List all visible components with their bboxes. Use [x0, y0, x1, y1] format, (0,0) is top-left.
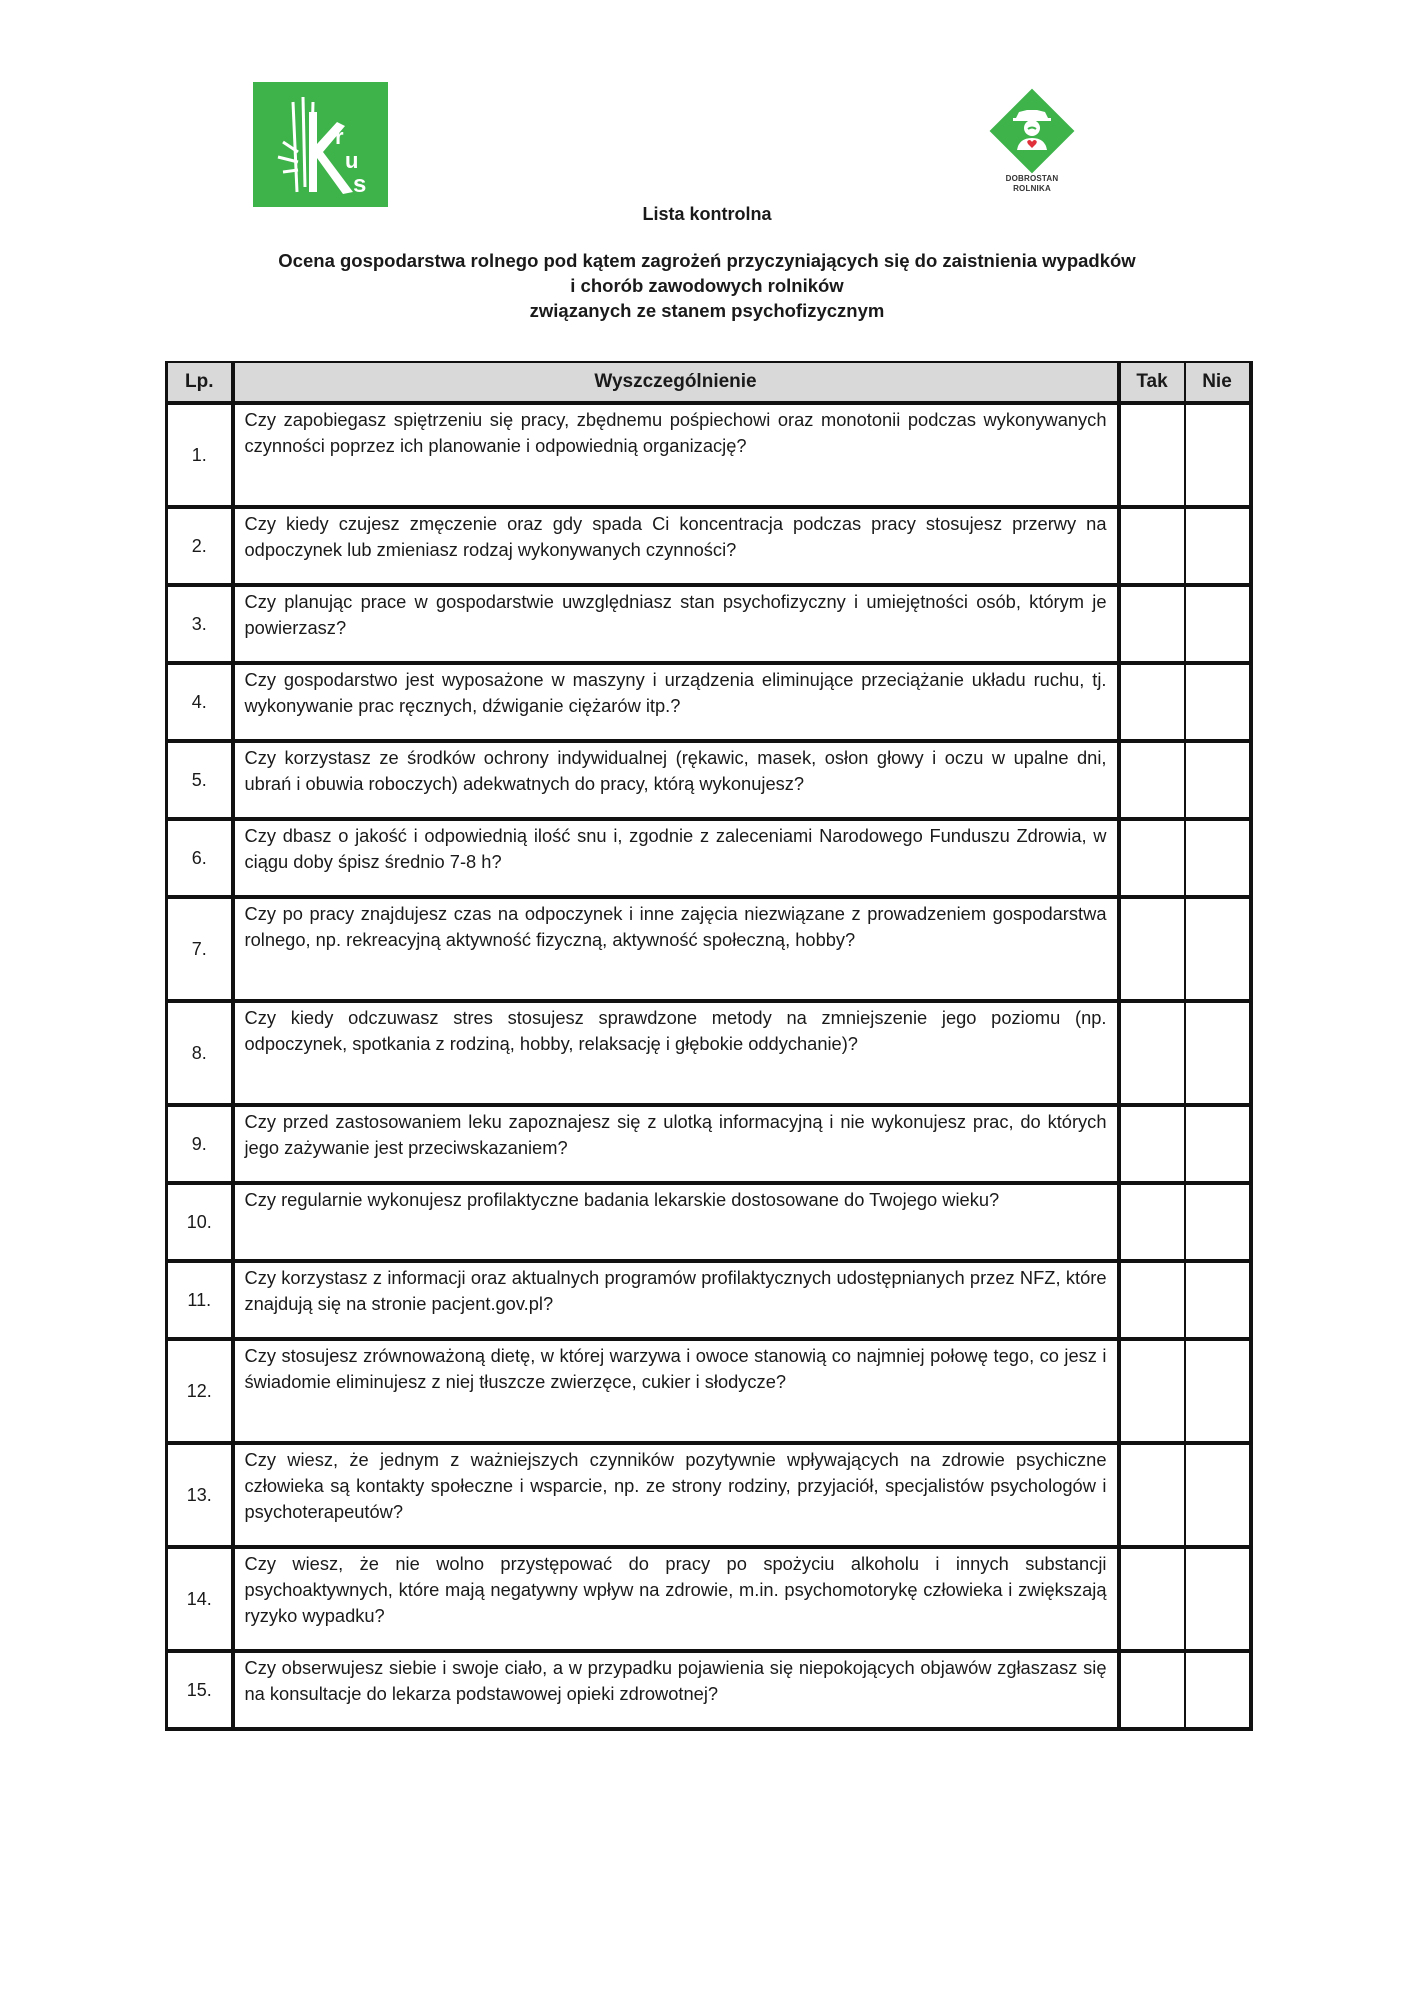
logo-caption-line1: DOBROSTAN [1005, 174, 1059, 183]
table-row [167, 1105, 1251, 1183]
column-header-no: Nie [1185, 362, 1251, 403]
row-question: Czy planując prace w gospodarstwie uwzględniasz stan psychofizyczny i umiejętności osób, którym je powierzasz? [233, 585, 1119, 663]
row-question: Czy korzystasz ze środków ochrony indywidualnej (rękawic, masek, osłon głowy i oczu w upalne dni, ubrań i obuwia roboczych) adekwatnych do pracy, którą wykonujesz? [233, 741, 1119, 819]
subtitle-line-2: i chorób zawodowych rolników [570, 275, 844, 296]
page-subtitle [0, 248, 1414, 323]
row-question: Czy kiedy odczuwasz stres stosujesz sprawdzone metody na zmniejszenie jego poziomu (np. odpoczynek, spotkania z rodziną, hobby, relaksację i głębokie oddychanie)? [233, 1001, 1119, 1105]
row-question: Czy wiesz, że nie wolno przystępować do pracy po spożyciu alkoholu i innych substancji psychoaktywnych, które mają negatywny wpływ na zdrowie, m.in. psychomotorykę człowieka i zwiększają ryzyko wypadku? [233, 1547, 1119, 1651]
svg-text:r: r [335, 124, 344, 149]
yes-checkbox-cell[interactable] [1119, 897, 1185, 1001]
no-checkbox-cell[interactable] [1185, 507, 1251, 585]
row-number: 3. [167, 585, 233, 663]
no-checkbox-cell[interactable] [1185, 1339, 1251, 1443]
table-row [167, 507, 1251, 585]
no-checkbox-cell[interactable] [1185, 1261, 1251, 1339]
no-checkbox-cell[interactable] [1185, 1651, 1251, 1729]
table-row [167, 663, 1251, 741]
row-question: Czy gospodarstwo jest wyposażone w maszyny i urządzenia eliminujące przeciążanie układu ruchu, tj. wykonywanie prac ręcznych, dźwiganie ciężarów itp.? [233, 663, 1119, 741]
subtitle-line-3: związanych ze stanem psychofizycznym [529, 300, 885, 321]
krus-logo [253, 82, 388, 207]
row-question: Czy stosujesz zrównoważoną dietę, w której warzywa i owoce stanowią co najmniej połowę tego, co jesz i świadomie eliminujesz z niej tłuszcze zwierzęce, cukier i słodycze? [233, 1339, 1119, 1443]
yes-checkbox-cell[interactable] [1119, 1261, 1185, 1339]
row-number: 10. [167, 1183, 233, 1261]
row-number: 12. [167, 1339, 233, 1443]
yes-checkbox-cell[interactable] [1119, 507, 1185, 585]
table-row [167, 403, 1251, 507]
table-row [167, 1001, 1251, 1105]
svg-text:u: u [345, 148, 359, 173]
row-question: Czy zapobiegasz spiętrzeniu się pracy, zbędnemu pośpiechowi oraz monotonii podczas wykonywanych czynności poprzez ich planowanie i odpowiednią organizację? [233, 403, 1119, 507]
yes-checkbox-cell[interactable] [1119, 1183, 1185, 1261]
row-number: 8. [167, 1001, 233, 1105]
table-row [167, 585, 1251, 663]
yes-checkbox-cell[interactable] [1119, 1339, 1185, 1443]
row-number: 6. [167, 819, 233, 897]
yes-checkbox-cell[interactable] [1119, 663, 1185, 741]
row-number: 4. [167, 663, 233, 741]
table-row [167, 1339, 1251, 1443]
table-row [167, 897, 1251, 1001]
checklist-table [165, 361, 1253, 1731]
no-checkbox-cell[interactable] [1185, 1183, 1251, 1261]
no-checkbox-cell[interactable] [1185, 585, 1251, 663]
row-question: Czy regularnie wykonujesz profilaktyczne badania lekarskie dostosowane do Twojego wieku? [233, 1183, 1119, 1261]
table-row [167, 741, 1251, 819]
dobrostan-rolnika-logo [978, 88, 1086, 218]
no-checkbox-cell[interactable] [1185, 1105, 1251, 1183]
svg-text:s: s [353, 171, 367, 198]
row-question: Czy po pracy znajdujesz czas na odpoczynek i inne zajęcia niezwiązane z prowadzeniem gospodarstwa rolnego, np. rekreacyjną aktywność fizyczną, aktywność społeczną, hobby? [233, 897, 1119, 1001]
row-question: Czy kiedy czujesz zmęczenie oraz gdy spada Ci koncentracja podczas pracy stosujesz przerwy na odpoczynek lub zmieniasz rodzaj wykonywanych czynności? [233, 507, 1119, 585]
row-number: 5. [167, 741, 233, 819]
table-row [167, 1547, 1251, 1651]
row-question: Czy wiesz, że jednym z ważniejszych czynników pozytywnie wpływających na zdrowie psychiczne człowieka są kontakty społeczne i wsparcie, np. ze strony rodziny, przyjaciół, specjalistów psychologów i psychoterapeutów? [233, 1443, 1119, 1547]
row-number: 11. [167, 1261, 233, 1339]
row-number: 2. [167, 507, 233, 585]
row-question: Czy obserwujesz siebie i swoje ciało, a w przypadku pojawienia się niepokojących objawów zgłaszasz się na konsultacje do lekarza podstawowej opieki zdrowotnej? [233, 1651, 1119, 1729]
no-checkbox-cell[interactable] [1185, 1001, 1251, 1105]
yes-checkbox-cell[interactable] [1119, 403, 1185, 507]
logo-caption-line2: ROLNIKA [1013, 184, 1051, 193]
no-checkbox-cell[interactable] [1185, 819, 1251, 897]
farmer-heart-diamond-icon [989, 88, 1075, 174]
row-question: Czy dbasz o jakość i odpowiednią ilość snu i, zgodnie z zaleceniami Narodowego Funduszu Zdrowia, w ciągu doby śpisz średnio 7-8 h? [233, 819, 1119, 897]
no-checkbox-cell[interactable] [1185, 1547, 1251, 1651]
table-row [167, 1651, 1251, 1729]
yes-checkbox-cell[interactable] [1119, 741, 1185, 819]
no-checkbox-cell[interactable] [1185, 663, 1251, 741]
row-number: 1. [167, 403, 233, 507]
row-number: 7. [167, 897, 233, 1001]
row-number: 13. [167, 1443, 233, 1547]
yes-checkbox-cell[interactable] [1119, 819, 1185, 897]
yes-checkbox-cell[interactable] [1119, 585, 1185, 663]
row-question: Czy przed zastosowaniem leku zapoznajesz się z ulotką informacyjną i nie wykonujesz prac, do których jego zażywanie jest przeciwskazaniem? [233, 1105, 1119, 1183]
yes-checkbox-cell[interactable] [1119, 1105, 1185, 1183]
yes-checkbox-cell[interactable] [1119, 1443, 1185, 1547]
no-checkbox-cell[interactable] [1185, 741, 1251, 819]
column-header-item: Wyszczególnienie [233, 362, 1119, 403]
table-row [167, 1443, 1251, 1547]
subtitle-line-1: Ocena gospodarstwa rolnego pod kątem zagrożeń przyczyniających się do zaistnienia wypadków [278, 250, 1136, 271]
table-row [167, 819, 1251, 897]
krus-wheat-logo-icon [253, 82, 388, 207]
table-row [167, 1183, 1251, 1261]
no-checkbox-cell[interactable] [1185, 403, 1251, 507]
page-title: Lista kontrolna [642, 204, 772, 224]
table-header-row [167, 362, 1251, 403]
yes-checkbox-cell[interactable] [1119, 1651, 1185, 1729]
row-number: 14. [167, 1547, 233, 1651]
row-question: Czy korzystasz z informacji oraz aktualnych programów profilaktycznych udostępnianych przez NFZ, które znajdują się na stronie pacjent.gov.pl? [233, 1261, 1119, 1339]
table-row [167, 1261, 1251, 1339]
yes-checkbox-cell[interactable] [1119, 1547, 1185, 1651]
column-header-yes: Tak [1119, 362, 1185, 403]
row-number: 9. [167, 1105, 233, 1183]
row-number: 15. [167, 1651, 233, 1729]
yes-checkbox-cell[interactable] [1119, 1001, 1185, 1105]
no-checkbox-cell[interactable] [1185, 897, 1251, 1001]
no-checkbox-cell[interactable] [1185, 1443, 1251, 1547]
column-header-lp: Lp. [167, 362, 233, 403]
